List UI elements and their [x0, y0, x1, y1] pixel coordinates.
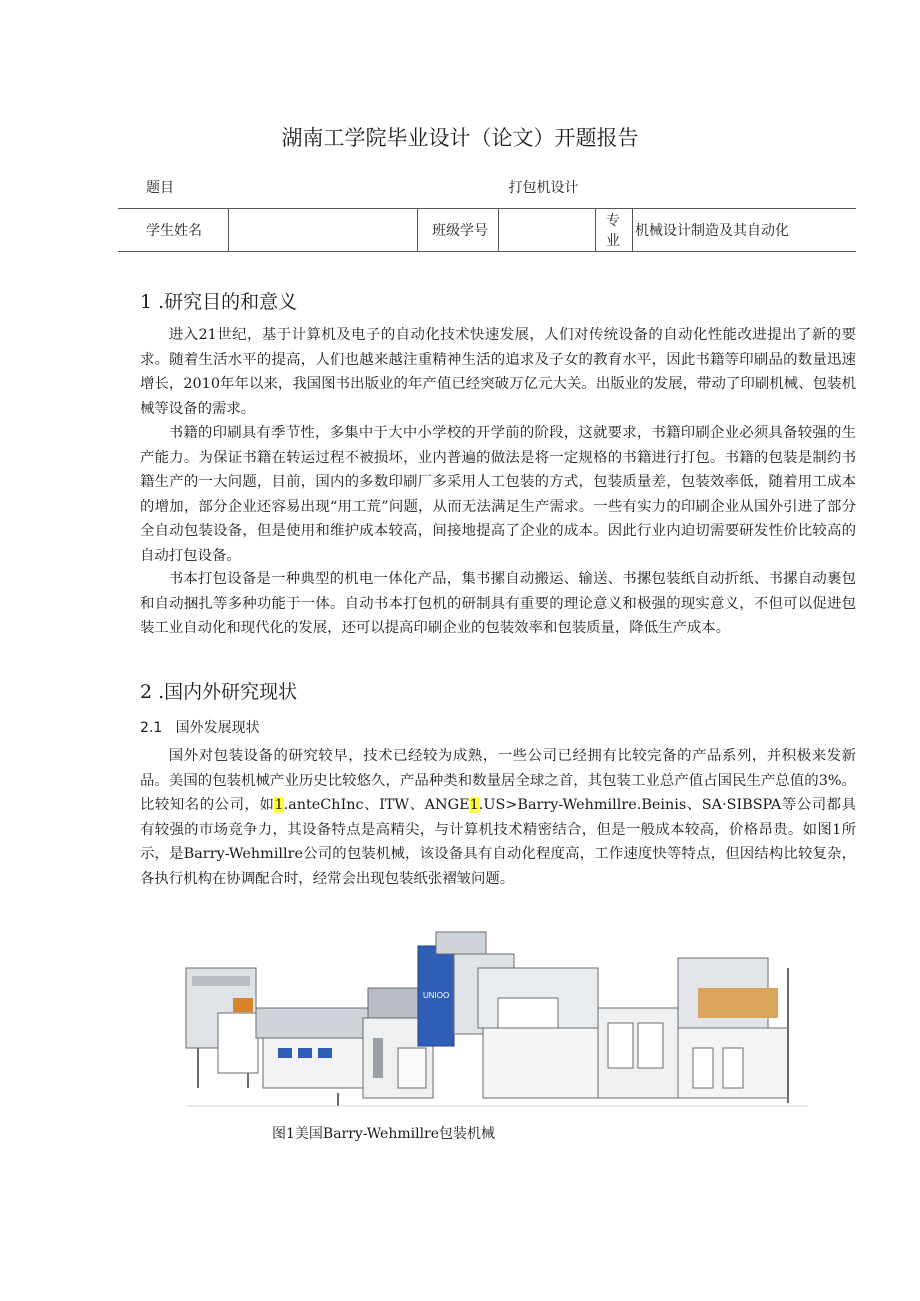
section2-heading: 2 .国内外研究现状 [140, 681, 298, 703]
figure-packaging-machine [178, 928, 822, 1123]
topic-value: 打包机设计 [229, 165, 857, 209]
section2-paragraph-1 [140, 744, 856, 891]
highlight-mark-2: 1 [469, 797, 479, 813]
section1-paragraph-1: 进入21世纪，基于计算机及电子的自动化技术快速发展，人们对传统设备的自动化性能改进提出了新的要求。随着生活水平的提高，人们也越来越注重精神生活的追求及子女的教育水平，因此书籍等印刷品的数量迅速增长，2010年年以来，我国图书出版业的年产值已经突破万亿元大关。出版业的发展，带动了印刷机械、包装机械等设备的需求。 [140, 327, 856, 417]
packaging-machine-illustration [178, 928, 822, 1123]
machine-label: UNIOO [423, 991, 450, 1000]
student-name-label: 学生姓名 [118, 209, 229, 252]
major-label: 专业 [596, 209, 633, 252]
section1-heading: 1 .研究目的和意义 [140, 291, 298, 313]
info-table [118, 165, 856, 252]
document-title: 湖南工学院毕业设计（论文）开题报告 [281, 126, 639, 150]
student-name-value [229, 209, 418, 252]
para-text-b: .anteChInc、ITW、ANGE [283, 797, 470, 813]
section2-1-heading: 2.1 国外发展现状 [140, 720, 260, 736]
topic-label: 题目 [118, 165, 229, 209]
major-value: 机械设计制造及其自动化 [633, 209, 857, 252]
section1-paragraph-2: 书籍的印刷具有季节性，多集中于大中小学校的开学前的阶段，这就要求，书籍印刷企业必须具备较强的生产能力。为保证书籍在转运过程不被损坏，业内普遍的做法是将一定规格的书籍进行打包。书籍的包装是制约书籍生产的一大问题，目前，国内的多数印刷厂多采用人工包装的方式，包装质量差，包装效率低，随着用工成本的增加，部分企业还容易出现“用工荒”问题，从而无法满足生产需求。一些有实力的印刷企业从国外引进了部分全自动包装设备，但是使用和维护成本较高，间接地提高了企业的成本。因此行业内迫切需要研发性价比较高的自动打包设备。 [140, 425, 856, 564]
figure-caption: 图1美国Barry-Wehmillre包装机械 [272, 1126, 496, 1142]
class-id-value [499, 209, 596, 252]
class-id-label: 班级学号 [418, 209, 499, 252]
para-text-c: .US>Barry-Wehmillre.Beinis、SA·SIBSPA等公司都具有较强的市场竞争力，其设备特点是高精尖，与计算机技术精密结合，但是一般成本较高，价格昂贵。如图1所示，是Barry-Wehmillre公司的包装机械，该设备具有自动化程度高，工作速度快等特点，但因结构比较复杂，各执行机构在协调配合时，经常会出现包装纸张褶皱问题。 [140, 797, 856, 887]
highlight-mark-1: 1 [274, 797, 284, 813]
section1-paragraph-3: 书本打包设备是一种典型的机电一体化产品，集书摞自动搬运、输送、书摞包装纸自动折纸、书摞自动裹包和自动捆扎等多种功能于一体。自动书本打包机的研制具有重要的理论意义和极强的现实意义，不但可以促进包装工业自动化和现代化的发展，还可以提高印刷企业的包装效率和包装质量，降低生产成本。 [140, 571, 856, 636]
para-text-a: 国外对包装设备的研究较早，技术已经较为成熟，一些公司已经拥有比较完备的产品系列，并积极来发新品。美国的包装机械产业历史比较悠久，产品种类和数量居全球之首，其包装工业总产值占国民生产总值的3%。比较知名的公司，如 [140, 748, 856, 813]
